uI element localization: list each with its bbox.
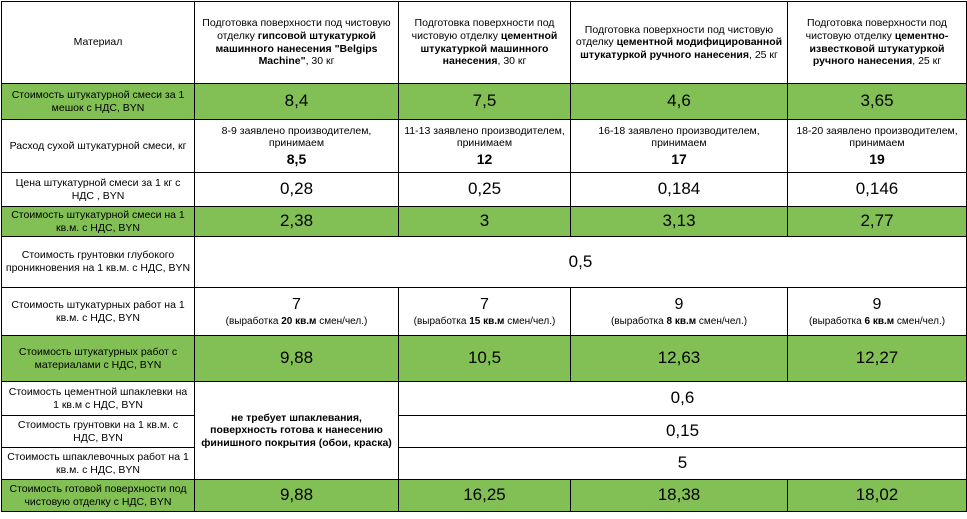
table-cell: 4,6 — [571, 84, 788, 120]
table-cell: 3 — [399, 207, 571, 237]
row-mix-sqm-cost — [2, 207, 967, 237]
row-label: Стоимость штукатурной смеси за 1 мешок с НДС, BYN — [2, 84, 195, 120]
row-label: Стоимость штукатурных работ на 1 кв.м. с НДС, BYN — [2, 288, 195, 336]
merged-value-cell: 0,6 — [399, 382, 967, 416]
labor-note: (выработка 8 кв.м смен/чел.) — [610, 316, 748, 328]
table-cell: 18,02 — [788, 480, 967, 512]
table-cell: 12,27 — [788, 336, 967, 382]
table-cell: 0,25 — [399, 173, 571, 207]
table-cell: 0,184 — [571, 173, 788, 207]
consumption-value: 8,5 — [286, 150, 307, 167]
table-cell: 0,28 — [195, 173, 399, 207]
table-cell: 18,38 — [571, 480, 788, 512]
consumption-note: 18-20 заявлено производителем, принимаем — [796, 124, 958, 150]
consumption-cell — [788, 120, 967, 173]
row-putty-works — [2, 448, 967, 480]
table-cell: 3,13 — [571, 207, 788, 237]
table-cell: 7,5 — [399, 84, 571, 120]
row-label: Стоимость штукатурных работ с материалами с НДС, BYN — [2, 336, 195, 382]
row-label: Стоимость грунтовки глубокого проникновения на 1 кв.м. с НДС, BYN — [2, 237, 195, 288]
consumption-value: 12 — [476, 150, 493, 167]
labor-cell — [399, 288, 571, 336]
labor-value: 9 — [872, 295, 882, 313]
labor-note: (выработка 20 кв.м смен/чел.) — [225, 316, 368, 328]
column-header-cement-modified: Подготовка поверхности под чистовую отделку цементной модифицированной штукатуркой ручного нанесения, 25 кг — [571, 2, 788, 84]
consumption-note: 8-9 заявлено производителем, принимаем — [221, 124, 372, 150]
header-row — [2, 2, 967, 84]
no-putty-note: не требует шпаклевания, поверхность готова к нанесению финишного покрытия (обои, краска) — [195, 382, 399, 480]
row-label: Стоимость готовой поверхности под чистовую отделку с НДС, BYN — [2, 480, 195, 512]
column-header-cement-machine: Подготовка поверхности под чистовую отделку цементной штукатуркой машинного нанесения, 30 кг — [399, 2, 571, 84]
labor-note: (выработка 6 кв.м смен/чел.) — [808, 316, 946, 328]
merged-value-cell: 0,5 — [195, 237, 967, 288]
table-cell: 3,65 — [788, 84, 967, 120]
comparison-table — [1, 1, 967, 512]
column-header-cement-lime: Подготовка поверхности под чистовую отделку цементно-известковой штукатуркой ручного нанесения, 25 кг — [788, 2, 967, 84]
row-primer-deep — [2, 237, 967, 288]
consumption-note: 16-18 заявлено производителем, принимаем — [598, 124, 760, 150]
labor-value: 9 — [674, 295, 684, 313]
table-cell: 2,77 — [788, 207, 967, 237]
table-cell: 9,88 — [195, 480, 399, 512]
consumption-note: 11-13 заявлено производителем, принимаем — [404, 124, 565, 150]
row-cement-putty — [2, 382, 967, 416]
row-labor — [2, 288, 967, 336]
merged-value-cell: 5 — [399, 448, 967, 480]
consumption-cell — [399, 120, 571, 173]
table-cell: 2,38 — [195, 207, 399, 237]
consumption-cell — [571, 120, 788, 173]
labor-value: 7 — [480, 295, 489, 313]
table-cell: 0,146 — [788, 173, 967, 207]
material-header: Материал — [2, 2, 195, 84]
table-cell: 12,63 — [571, 336, 788, 382]
labor-value: 7 — [292, 295, 301, 313]
column-header-belgips: Подготовка поверхности под чистовую отделку гипсовой штукатуркой машинного нанесения "Belgips Machine", 30 кг — [195, 2, 399, 84]
labor-cell — [195, 288, 399, 336]
row-label: Расход сухой штукатурной смеси, кг — [2, 120, 195, 173]
row-labor-with-materials — [2, 336, 967, 382]
row-label: Стоимость грунтовки на 1 кв.м. с НДС, BYN — [2, 416, 195, 448]
row-total — [2, 480, 967, 512]
row-label: Цена штукатурной смеси за 1 кг с НДС , BYN — [2, 173, 195, 207]
labor-note: (выработка 15 кв.м смен/чел.) — [413, 316, 556, 328]
consumption-cell — [195, 120, 399, 173]
row-label: Стоимость шпаклевочных работ на 1 кв.м. с НДС, BYN — [2, 448, 195, 480]
row-dry-consumption — [2, 120, 967, 173]
consumption-value: 17 — [671, 150, 687, 167]
labor-cell — [571, 288, 788, 336]
table-cell: 10,5 — [399, 336, 571, 382]
row-primer — [2, 416, 967, 448]
labor-cell — [788, 288, 967, 336]
row-kg-price — [2, 173, 967, 207]
table-cell: 8,4 — [195, 84, 399, 120]
table-cell: 9,88 — [195, 336, 399, 382]
row-label: Стоимость цементной шпаклевки на 1 кв.м с НДС, BYN — [2, 382, 195, 416]
merged-value-cell: 0,15 — [399, 416, 967, 448]
consumption-value: 19 — [869, 150, 885, 167]
row-label: Стоимость штукатурной смеси на 1 кв.м. с НДС, BYN — [2, 207, 195, 237]
table-cell: 16,25 — [399, 480, 571, 512]
row-mix-bag-price — [2, 84, 967, 120]
